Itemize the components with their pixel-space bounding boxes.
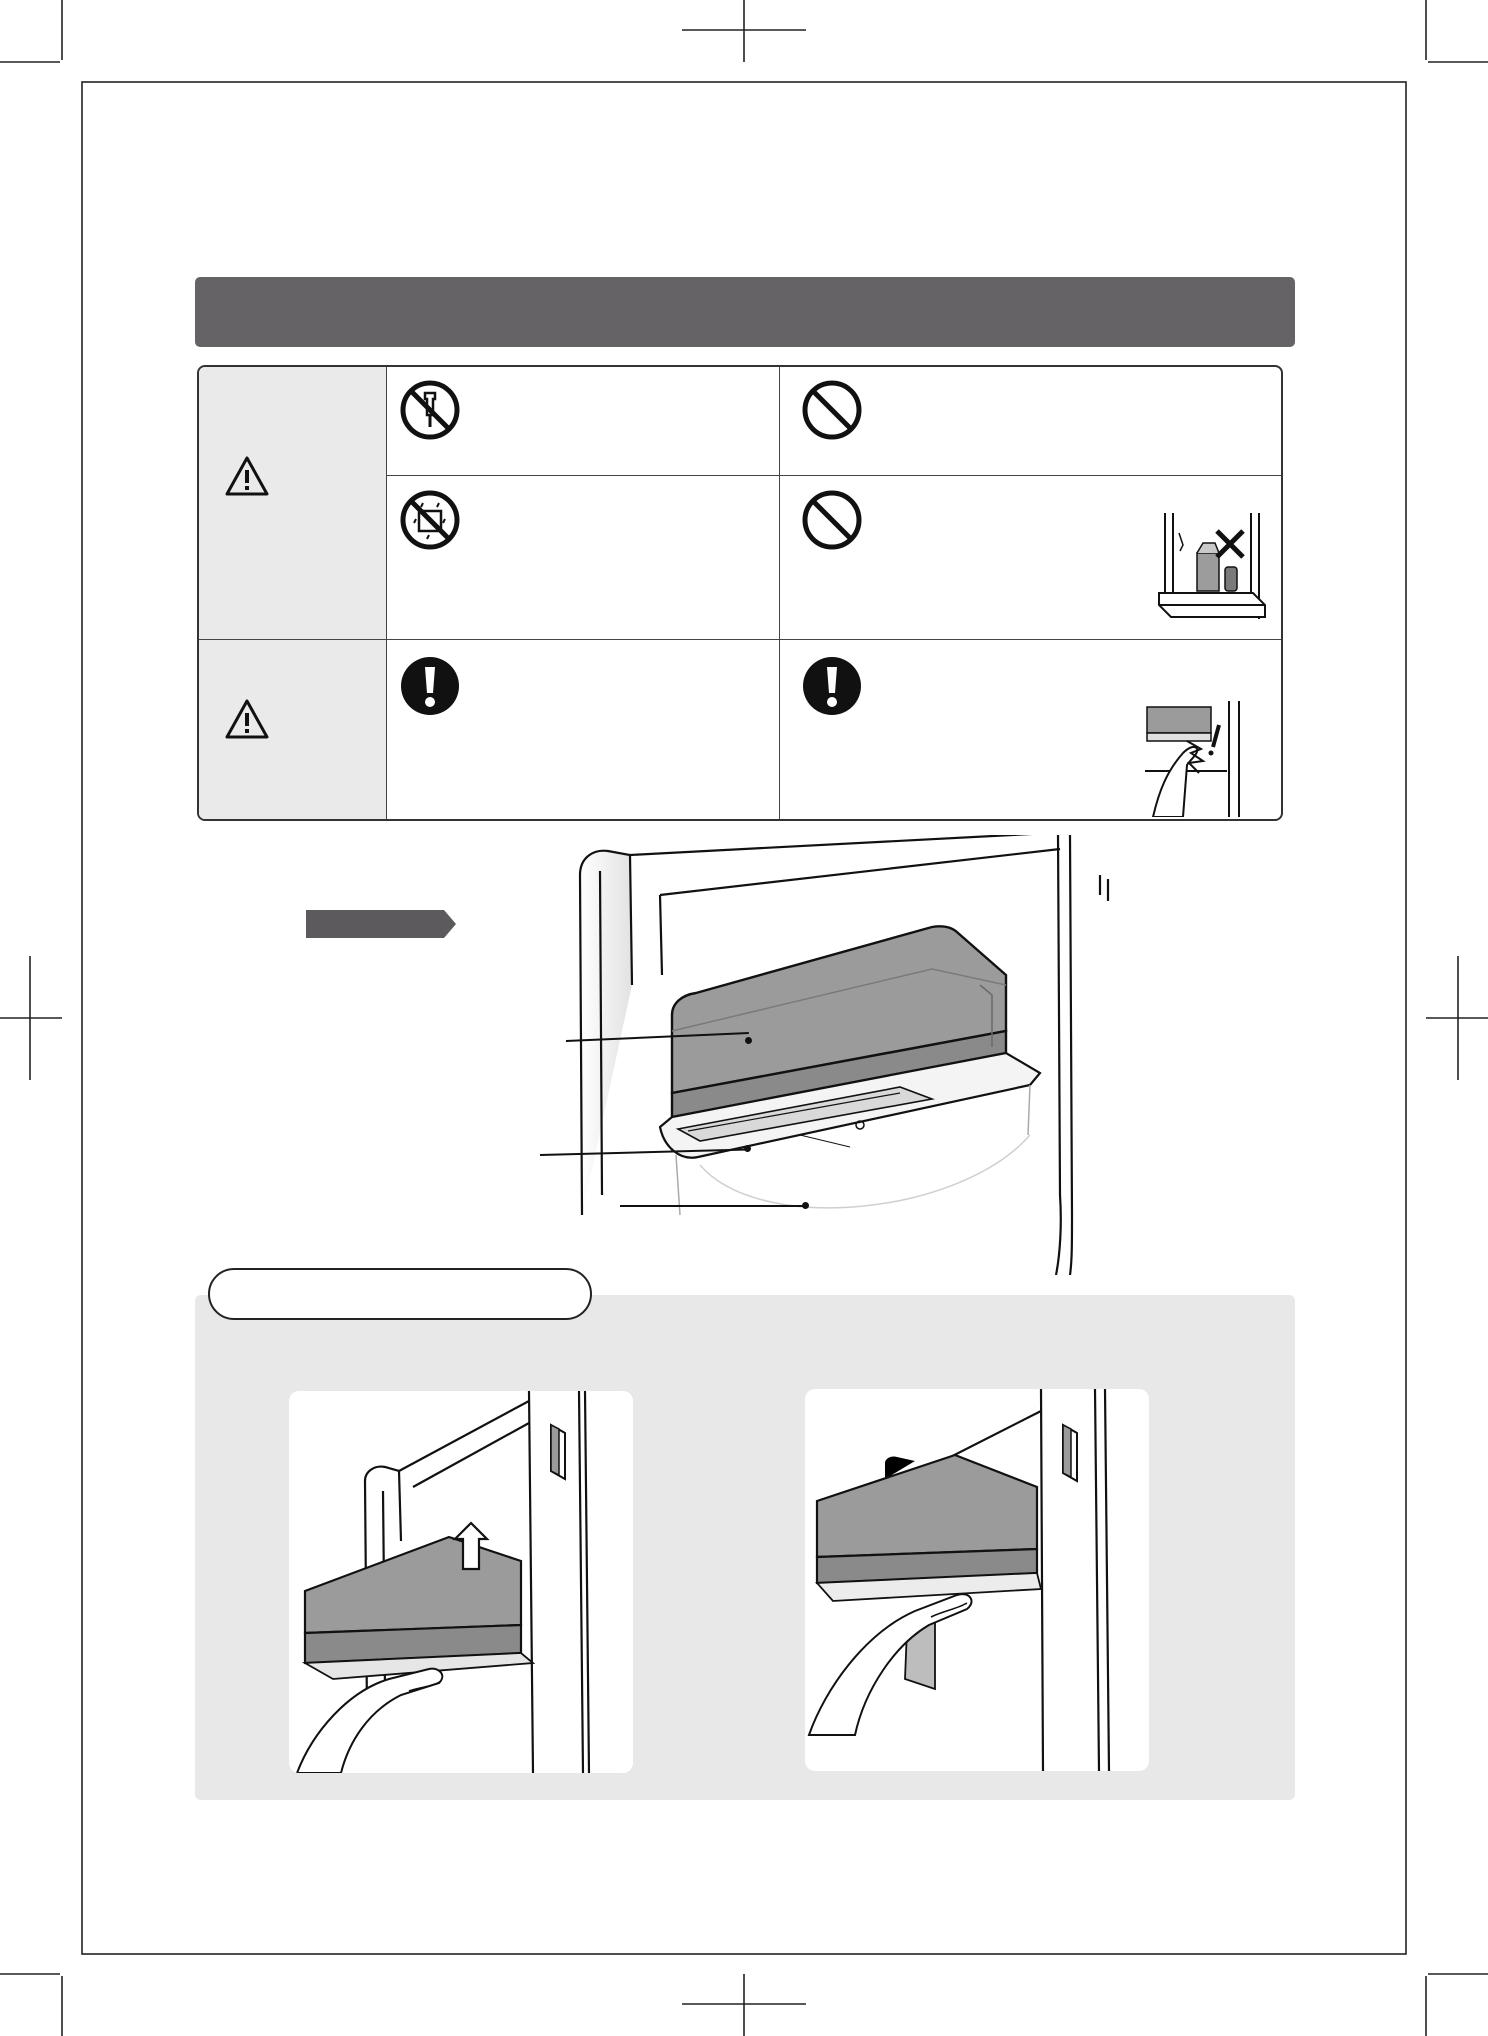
table-divider bbox=[779, 367, 780, 821]
prohibited-icon bbox=[801, 379, 863, 441]
safety-item-prohibited bbox=[781, 367, 1283, 475]
callout-line-shelf bbox=[620, 1205, 806, 1207]
step-card-1 bbox=[289, 1391, 633, 1773]
container-diagram bbox=[560, 835, 1120, 1275]
table-divider bbox=[199, 639, 1283, 640]
safety-item-mandatory-hand bbox=[781, 641, 1283, 821]
hand-pinch-illustration bbox=[1143, 701, 1259, 817]
remove-shelf-illustration bbox=[805, 1389, 1149, 1771]
section-title-bar bbox=[195, 277, 1295, 347]
step-tag-arrow bbox=[306, 910, 456, 938]
callout-dot bbox=[745, 1037, 752, 1044]
caution-triangle-icon bbox=[224, 698, 270, 740]
callout-dot bbox=[744, 1145, 751, 1152]
safety-item-no-disassembly bbox=[387, 367, 779, 475]
prohibited-icon bbox=[801, 489, 863, 551]
table-divider bbox=[386, 475, 1283, 476]
safety-table bbox=[197, 365, 1283, 821]
safety-item-mandatory bbox=[387, 641, 779, 821]
warning-label-cell bbox=[199, 367, 386, 639]
warning-triangle-icon bbox=[224, 455, 270, 497]
mandatory-action-icon bbox=[399, 655, 461, 717]
step-card-2 bbox=[805, 1389, 1149, 1771]
safety-item-no-water bbox=[387, 477, 779, 639]
caution-label-cell bbox=[199, 640, 386, 821]
no-disassembly-icon bbox=[399, 379, 461, 441]
procedure-title-tab bbox=[208, 1268, 592, 1320]
no-water-icon bbox=[399, 489, 461, 551]
safety-item-prohibited-shelf bbox=[781, 477, 1283, 639]
remove-container-illustration bbox=[289, 1391, 633, 1773]
mandatory-action-icon bbox=[801, 655, 863, 717]
callout-dot bbox=[802, 1202, 809, 1209]
overloaded-shelf-illustration bbox=[1153, 509, 1271, 629]
procedure-panel bbox=[195, 1295, 1295, 1800]
